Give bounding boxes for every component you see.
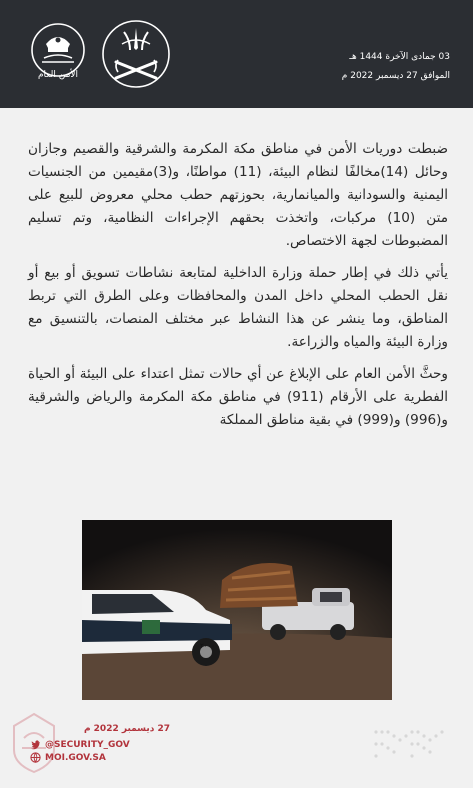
website-url: MOI.GOV.SA — [45, 752, 106, 763]
header-date-block — [250, 48, 450, 86]
article-paragraph: ضبطت دوريات الأمن في مناطق مكة المكرمة والشرقية والقصيم وجازان وحائل (14)مخالفًا لنظام البيئة، (11) مواطنًا، و(3)مقيمين من الجنسيات اليمنية والسودانية والميانمارية، بحوزتهم حطب محلي معروض للبيع على متن (10) مركبات، واتخذت بحقهم الإجراءات النظامية، وتم تسليم المضبوطات لجهة الاختصاص. — [28, 141, 449, 249]
security-logo-caption: الأمن العام — [37, 70, 79, 80]
header-bar — [0, 0, 473, 108]
dot-pattern-decoration-icon — [372, 724, 444, 760]
article-paragraph: يأتي ذلك في إطار حملة وزارة الداخلية لمتابعة نشاطات تسويق أو بيع أو نقل الحطب المحلي داخل المدن والمحافظات وعلى الطرق التي تربط المناطق، وما ينشر عن هذا النشاط عبر مختلف المنصات، بالتنسيق مع وزارة البيئة والمياه والزراعة. — [28, 265, 448, 350]
globe-icon — [30, 752, 41, 763]
hijri-date: 03 جمادى الآخرة 1444 هـ — [349, 52, 450, 62]
twitter-handle-line[interactable] — [30, 739, 170, 750]
photo-illustration — [82, 520, 392, 700]
saudi-emblem-icon — [100, 18, 172, 90]
website-line[interactable] — [30, 752, 170, 763]
twitter-bird-icon — [30, 739, 41, 750]
vehicle-number: ٢٠٠٠ — [200, 642, 216, 650]
footer-date: 27 ديسمبر 2022 م — [83, 724, 170, 734]
twitter-handle: @SECURITY_GOV — [45, 739, 130, 750]
article-paragraph: وحثَّ الأمن العام على الإبلاغ عن أي حالات تمثل اعتداء على البيئة أو الحياة الفطرية على الأرقام (911) في مناطق مكة المكرمة والرياض والشرقية و(996) و(999) في بقية مناطق المملكة — [28, 366, 448, 428]
article-body — [28, 138, 448, 441]
gregorian-date: الموافق 27 ديسمبر 2022 م — [341, 71, 450, 81]
seizure-photo — [82, 520, 392, 700]
